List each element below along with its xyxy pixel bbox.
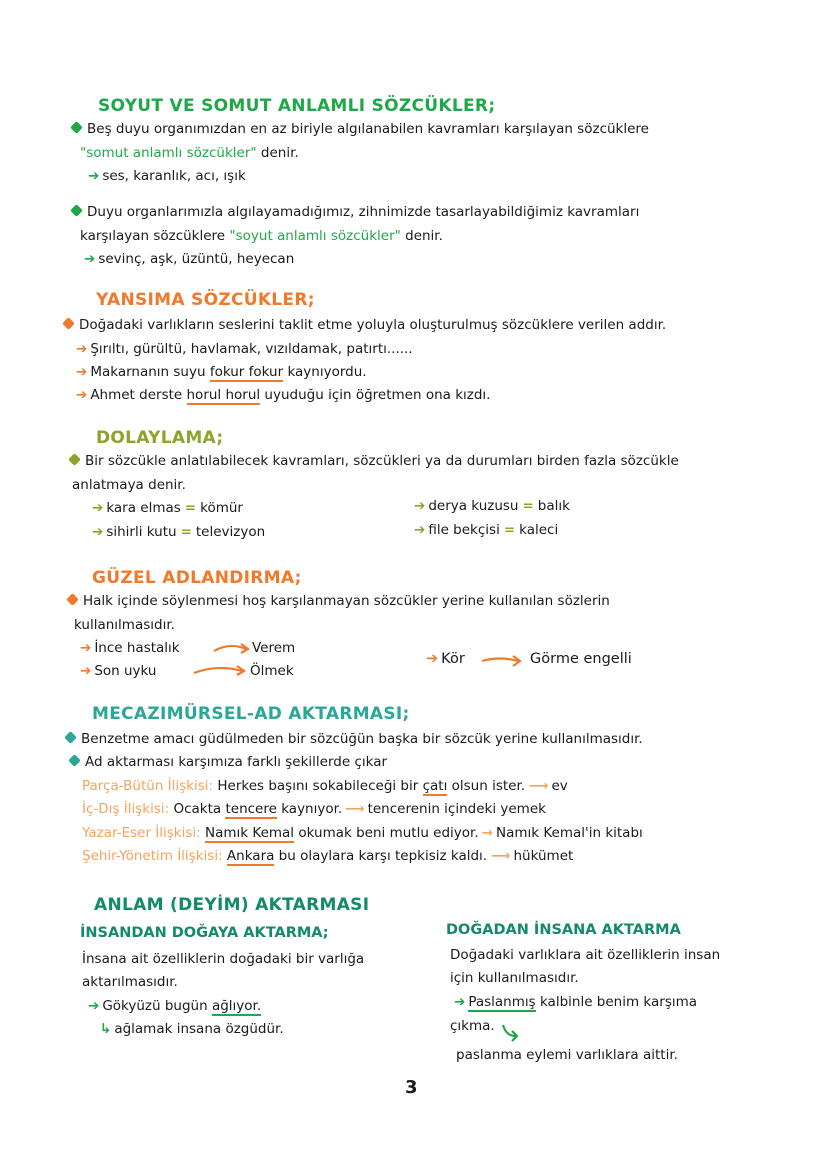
paragraph-somut-line2: "somut anlamlı sözcükler" denir.	[80, 145, 299, 161]
curved-arrow-icon	[192, 662, 248, 678]
bullet-icon	[68, 453, 81, 466]
bullet-icon	[64, 731, 77, 744]
dogadan-insana-line1: Doğadaki varlıklara ait özelliklerin insan	[450, 947, 721, 963]
definition-mecazi-mursel: Benzetme amacı güdülmeden bir sözcüğün başka bir sözcük yerine kullanılmasıdır.	[66, 731, 643, 747]
arrow-right-icon: ➔	[414, 522, 426, 538]
insandan-dogaya-line2: aktarılmasıdır.	[82, 974, 178, 990]
section-title-soyut-somut: SOYUT VE SOMUT ANLAMLI SÖZCÜKLER;	[98, 96, 496, 116]
arrow-right-icon: ➔	[88, 998, 100, 1014]
example-yansima-2: ➔ Makarnanın suyu fokur fokur kaynıyordu.	[76, 364, 367, 380]
hook-arrow-icon: ↳	[100, 1021, 112, 1037]
definition-guzel-adlandirma-line2: kullanılmasıdır.	[74, 617, 175, 633]
example-yansima-1: ➔ Şırıltı, gürültü, havlamak, vızıldamak, patırtı......	[76, 341, 413, 357]
page-number: 3	[405, 1077, 418, 1098]
arrow-right-icon: →	[481, 825, 493, 841]
dolaylama-pair: ➔ derya kuzusu = balık	[414, 498, 570, 514]
dogadan-insana-line4: çıkma.	[450, 1018, 495, 1034]
section-title-yansima: YANSIMA SÖZCÜKLER;	[96, 290, 315, 310]
dolaylama-pair: ➔ sihirli kutu = televizyon	[92, 524, 266, 540]
definition-dolaylama: Bir sözcükle anlatılabilecek kavramları, sözcükleri ya da durumları birden fazla sözcükle	[70, 453, 679, 469]
arrow-right-icon: ⟶	[345, 801, 365, 817]
dogadan-insana-line2: için kullanılmasıdır.	[450, 970, 579, 986]
insandan-dogaya-example: ➔ Gökyüzü bugün ağlıyor.	[88, 998, 262, 1014]
curved-arrow-down-icon	[500, 1022, 524, 1044]
dogadan-insana-note: paslanma eylemi varlıklara aittir.	[456, 1047, 678, 1063]
relation-sehir-yonetim: Şehir-Yönetim İlişkisi: Ankara bu olaylara karşı tepkisiz kaldı. ⟶ hükümet	[82, 848, 574, 864]
insandan-dogaya-line1: İnsana ait özelliklerin doğadaki bir varlığa	[82, 951, 365, 967]
subtitle-dogadan-insana: DOĞADAN İNSANA AKTARMA	[446, 922, 681, 938]
arrow-right-icon: ➔	[76, 364, 88, 380]
definition-guzel-adlandirma: Halk içinde söylenmesi hoş karşılanmayan sözcükler yerine kullanılan sözlerin	[68, 593, 610, 609]
bullet-icon	[62, 317, 75, 330]
paragraph-soyut-line2: karşılayan sözcüklere "soyut anlamlı sözcükler" denir.	[80, 228, 443, 244]
dogadan-insana-example: ➔ Paslanmış kalbinle benim karşıma	[454, 994, 698, 1010]
arrow-right-icon: ⟶	[491, 848, 511, 864]
arrow-right-icon: ➔	[76, 387, 88, 403]
example-guzel-3: ➔ Kör	[426, 651, 465, 667]
definition-mecazi-mursel-2: Ad aktarması karşımıza farklı şekillerde çıkar	[70, 754, 387, 770]
example-guzel-2: ➔ Son uyku	[80, 663, 157, 679]
bullet-icon	[66, 593, 79, 606]
section-title-dolaylama: DOLAYLAMA;	[96, 428, 224, 448]
bullet-icon	[68, 754, 81, 767]
example-guzel-1: ➔ İnce hastalık	[80, 640, 180, 656]
insandan-dogaya-note: ↳ ağlamak insana özgüdür.	[100, 1021, 284, 1037]
arrow-right-icon: ⟶	[529, 778, 549, 794]
relation-yazar-eser: Yazar-Eser İlişkisi: Namık Kemal okumak beni mutlu ediyor. → Namık Kemal'in kitabı	[82, 825, 643, 841]
subtitle-insandan-dogaya: İNSANDAN DOĞAYA AKTARMA;	[80, 925, 329, 941]
arrow-right-icon: ➔	[454, 994, 466, 1010]
curved-arrow-icon	[212, 640, 252, 656]
relation-parca-butun: Parça-Bütün İlişkisi: Herkes başını sokabileceği bir çatı olsun ister. ⟶ ev	[82, 778, 568, 794]
section-title-anlam-aktarmasi: ANLAM (DEYİM) AKTARMASI	[94, 895, 370, 915]
definition-yansima: Doğadaki varlıkların seslerini taklit etme yoluyla oluşturulmuş sözcüklere verilen addır.	[64, 317, 666, 333]
example-soyut: ➔ sevinç, aşk, üzüntü, heyecan	[84, 251, 295, 267]
definition-dolaylama-line2: anlatmaya denir.	[72, 477, 186, 493]
arrow-right-icon: ➔	[426, 651, 439, 667]
arrow-right-icon: ➔	[80, 663, 92, 679]
bullet-icon	[70, 121, 83, 134]
relation-ic-dis: İç-Dış İlişkisi: Ocakta tencere kaynıyor. ⟶ tencerenin içindeki yemek	[82, 801, 546, 817]
arrow-right-icon: ➔	[92, 500, 104, 516]
dolaylama-pair: ➔ file bekçisi = kaleci	[414, 522, 559, 538]
arrow-right-icon: ➔	[80, 640, 92, 656]
example-yansima-3: ➔ Ahmet derste horul horul uyuduğu için öğretmen ona kızdı.	[76, 387, 491, 403]
paragraph-soyut: Duyu organlarımızla algılayamadığımız, zihnimizde tasarlayabildiğimiz kavramları	[72, 204, 639, 220]
bullet-icon	[70, 204, 83, 217]
arrow-right-icon: ➔	[92, 524, 104, 540]
curved-arrow-icon	[480, 652, 524, 668]
section-title-guzel-adlandirma: GÜZEL ADLANDIRMA;	[92, 568, 302, 588]
dolaylama-pair: ➔ kara elmas = kömür	[92, 500, 243, 516]
paragraph-somut: Beş duyu organımızdan en az biriyle algılanabilen kavramları karşılayan sözcüklere	[72, 121, 649, 137]
arrow-right-icon: ➔	[84, 251, 96, 267]
arrow-right-icon: ➔	[414, 498, 426, 514]
arrow-right-icon: ➔	[76, 341, 88, 357]
section-title-mecazi-mursel: MECAZIMÜRSEL-AD AKTARMASI;	[92, 704, 410, 724]
example-guzel-1-result: Verem	[252, 640, 296, 656]
example-somut: ➔ ses, karanlık, acı, ışık	[88, 168, 246, 184]
arrow-right-icon: ➔	[88, 168, 100, 184]
example-guzel-3-result: Görme engelli	[530, 651, 632, 667]
example-guzel-2-result: Ölmek	[250, 663, 294, 679]
